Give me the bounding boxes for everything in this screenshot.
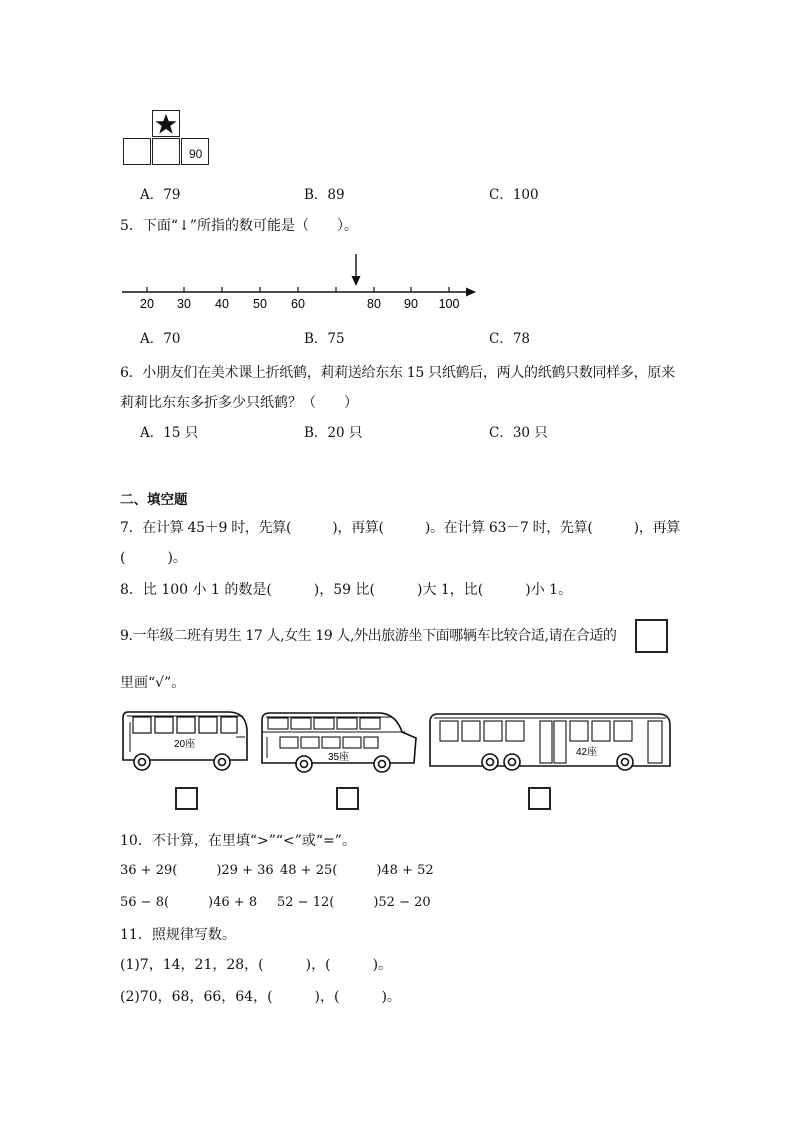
q10-expr-4: 52 − 12( )52 − 20 [277,895,431,910]
bus-seat-label: 35座 [328,752,350,763]
tick-label: 60 [291,297,305,311]
q5-option-c: C．78 [489,331,531,347]
tick-label: 90 [404,297,418,311]
q8-line1: 8．比 100 小 1 的数是( )，59 比( )大 1，比( )小 1。 [120,582,573,598]
answer-box-bus-20[interactable] [175,787,198,810]
grid-value-text: 90 [189,147,203,161]
q6-option-a: A．15 只 [140,425,199,441]
q11-line1: (1)7，14，21，28，( )，( )。 [120,957,393,973]
q6-option-c: C．30 只 [489,425,548,441]
tick-label: 100 [438,297,460,311]
tick-label: 50 [253,297,267,311]
q10-expr-3: 56 − 8( )46 + 8 [120,895,258,910]
q5-option-b: B．75 [304,331,345,347]
q7-line1: 7．在计算 45＋9 时，先算( )，再算( )。在计算 63－7 时，先算( )，再算 [120,520,680,536]
q10-stem: 10．不计算，在里填“>”“<”或“=”。 [120,833,356,849]
q10-expr-2: 48 + 25( )48 + 52 [280,863,434,878]
q11-stem: 11．照规律写数。 [120,927,236,943]
bus-seat-label: 20座 [174,739,196,750]
q4-option-c: C．100 [489,187,539,203]
q5-stem: 5．下面“↓”所指的数可能是（ ）。 [120,218,358,234]
q6-stem-line2: 莉莉比东东多折多少只纸鹤？（ ） [120,395,358,411]
q9-line1: 9.一年级二班有男生 17 人,女生 19 人,外出旅游坐下面哪辆车比较合适,请在合适的 [120,628,617,644]
q4-option-a: A．79 [140,187,181,203]
q7-line2: ( )。 [120,550,187,566]
bus-seat-label: 42座 [576,747,598,758]
section-heading: 二、填空题 [120,492,188,508]
bus-42-seat [430,714,670,770]
tick-label: 30 [177,297,191,311]
q9-line2: 里画“√”。 [120,675,186,691]
q6-option-b: B．20 只 [304,425,363,441]
tick-label: 40 [215,297,229,311]
answer-box-bus-35[interactable] [336,787,359,810]
q10-expr-1: 36 + 29( )29 + 36 [120,863,274,878]
q11-line2: (2)70，68，66，64，( )，( )。 [120,989,401,1005]
bus-35-seat [262,713,416,772]
q4-option-b: B．89 [304,187,345,203]
answer-box-bus-42[interactable] [528,787,551,810]
q6-stem-line1: 6．小朋友们在美术课上折纸鹤，莉莉送给东东 15 只纸鹤后，两人的纸鹤只数同样多，原来 [120,365,675,381]
tick-label: 80 [367,297,381,311]
tick-label: 20 [140,297,154,311]
q5-option-a: A．70 [140,331,181,347]
